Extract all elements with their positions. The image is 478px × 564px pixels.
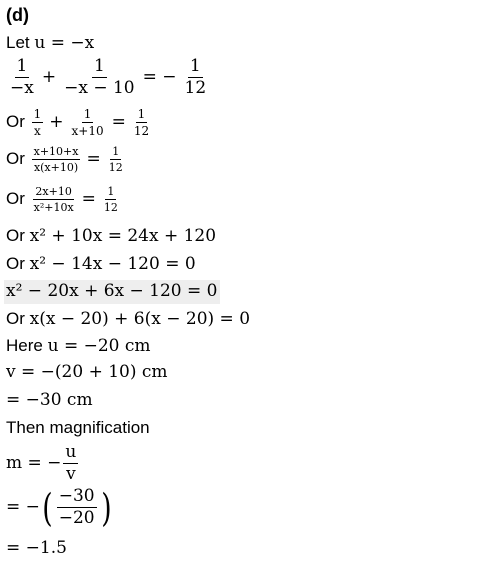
- numerator: x+10+x: [33, 145, 79, 158]
- numerator: 1: [93, 56, 105, 76]
- equation-magnification: [6, 444, 80, 483]
- line-word: Or: [6, 149, 25, 168]
- fraction: [132, 108, 151, 137]
- equation-result: = −1.5: [6, 538, 67, 558]
- line-word: Or: [6, 189, 25, 208]
- denominator: x: [34, 124, 41, 138]
- line-word: Here: [6, 336, 43, 355]
- part-label: (d): [6, 5, 29, 25]
- line-word: Or: [6, 112, 25, 131]
- denominator: x+10: [71, 124, 104, 138]
- operator: +: [49, 112, 64, 132]
- fraction: [63, 444, 78, 483]
- line-word: Let: [6, 33, 30, 52]
- operator: +: [41, 67, 57, 87]
- fraction: [8, 58, 36, 97]
- fraction: [32, 186, 76, 213]
- equation-line-7: [6, 255, 196, 273]
- numerator: 1: [16, 56, 28, 76]
- fraction: [107, 146, 125, 173]
- fraction: [62, 58, 137, 97]
- fraction: [32, 146, 81, 173]
- fraction: [102, 186, 120, 213]
- equation-line-4: [6, 146, 127, 173]
- right-paren: ): [100, 485, 112, 530]
- highlighted-expr: x² − 20x + 6x − 120 = 0: [4, 280, 220, 304]
- line-word: Or: [6, 309, 25, 328]
- denominator: 12: [108, 161, 123, 174]
- line-expr: m = −: [6, 453, 62, 473]
- numerator: 1: [112, 145, 120, 158]
- equation-line-6: [6, 227, 216, 245]
- heading-magnification: Then magnification: [6, 418, 150, 437]
- denominator: 12: [133, 124, 150, 138]
- numerator: u: [65, 442, 77, 462]
- denominator: v: [66, 464, 76, 484]
- numerator: 1: [189, 56, 201, 76]
- fraction: [70, 108, 106, 137]
- denominator: −20: [58, 508, 95, 528]
- operator: =: [81, 189, 96, 209]
- denominator: −x − 10: [64, 78, 135, 98]
- line-expr: x² + 10x = 24x + 120: [29, 226, 217, 246]
- line-expr: x(x − 20) + 6(x − 20) = 0: [29, 309, 251, 329]
- denominator: 12: [184, 78, 207, 98]
- operator: = −: [142, 67, 177, 87]
- numerator: 2x+10: [35, 185, 72, 198]
- fraction: [32, 108, 44, 137]
- operator: =: [111, 112, 126, 132]
- equation-reciprocal-sum: [6, 58, 210, 97]
- numerator: −30: [58, 486, 95, 506]
- line-expr: x² − 14x − 120 = 0: [29, 254, 196, 274]
- equation-line-11: v = −(20 + 10) cm: [6, 362, 168, 382]
- denominator: x(x+10): [33, 161, 79, 174]
- numerator: 1: [83, 107, 92, 121]
- line-word: Or: [6, 254, 25, 273]
- line-expr: u = −x: [34, 33, 95, 53]
- line-expr: u = −20 cm: [47, 336, 151, 356]
- equation-line-12: = −30 cm: [6, 390, 93, 410]
- equation-line-3: [6, 108, 153, 137]
- numerator: 1: [137, 107, 146, 121]
- equation-substitution: [6, 485, 113, 530]
- denominator: −x: [10, 78, 34, 98]
- fraction: [57, 488, 97, 527]
- line-let-u: [6, 34, 94, 52]
- fraction: [183, 58, 209, 97]
- equation-line-10: [6, 337, 151, 355]
- equation-line-9: [6, 310, 250, 328]
- denominator: 12: [103, 201, 118, 214]
- line-expr: = −: [6, 497, 40, 517]
- line-word: Or: [6, 226, 25, 245]
- equation-line-8: [6, 282, 220, 300]
- denominator: x²+10x: [33, 201, 74, 214]
- numerator: 1: [107, 185, 115, 198]
- operator: =: [86, 149, 101, 169]
- equation-line-5: [6, 186, 122, 213]
- left-paren: (: [42, 485, 53, 530]
- numerator: 1: [33, 107, 42, 121]
